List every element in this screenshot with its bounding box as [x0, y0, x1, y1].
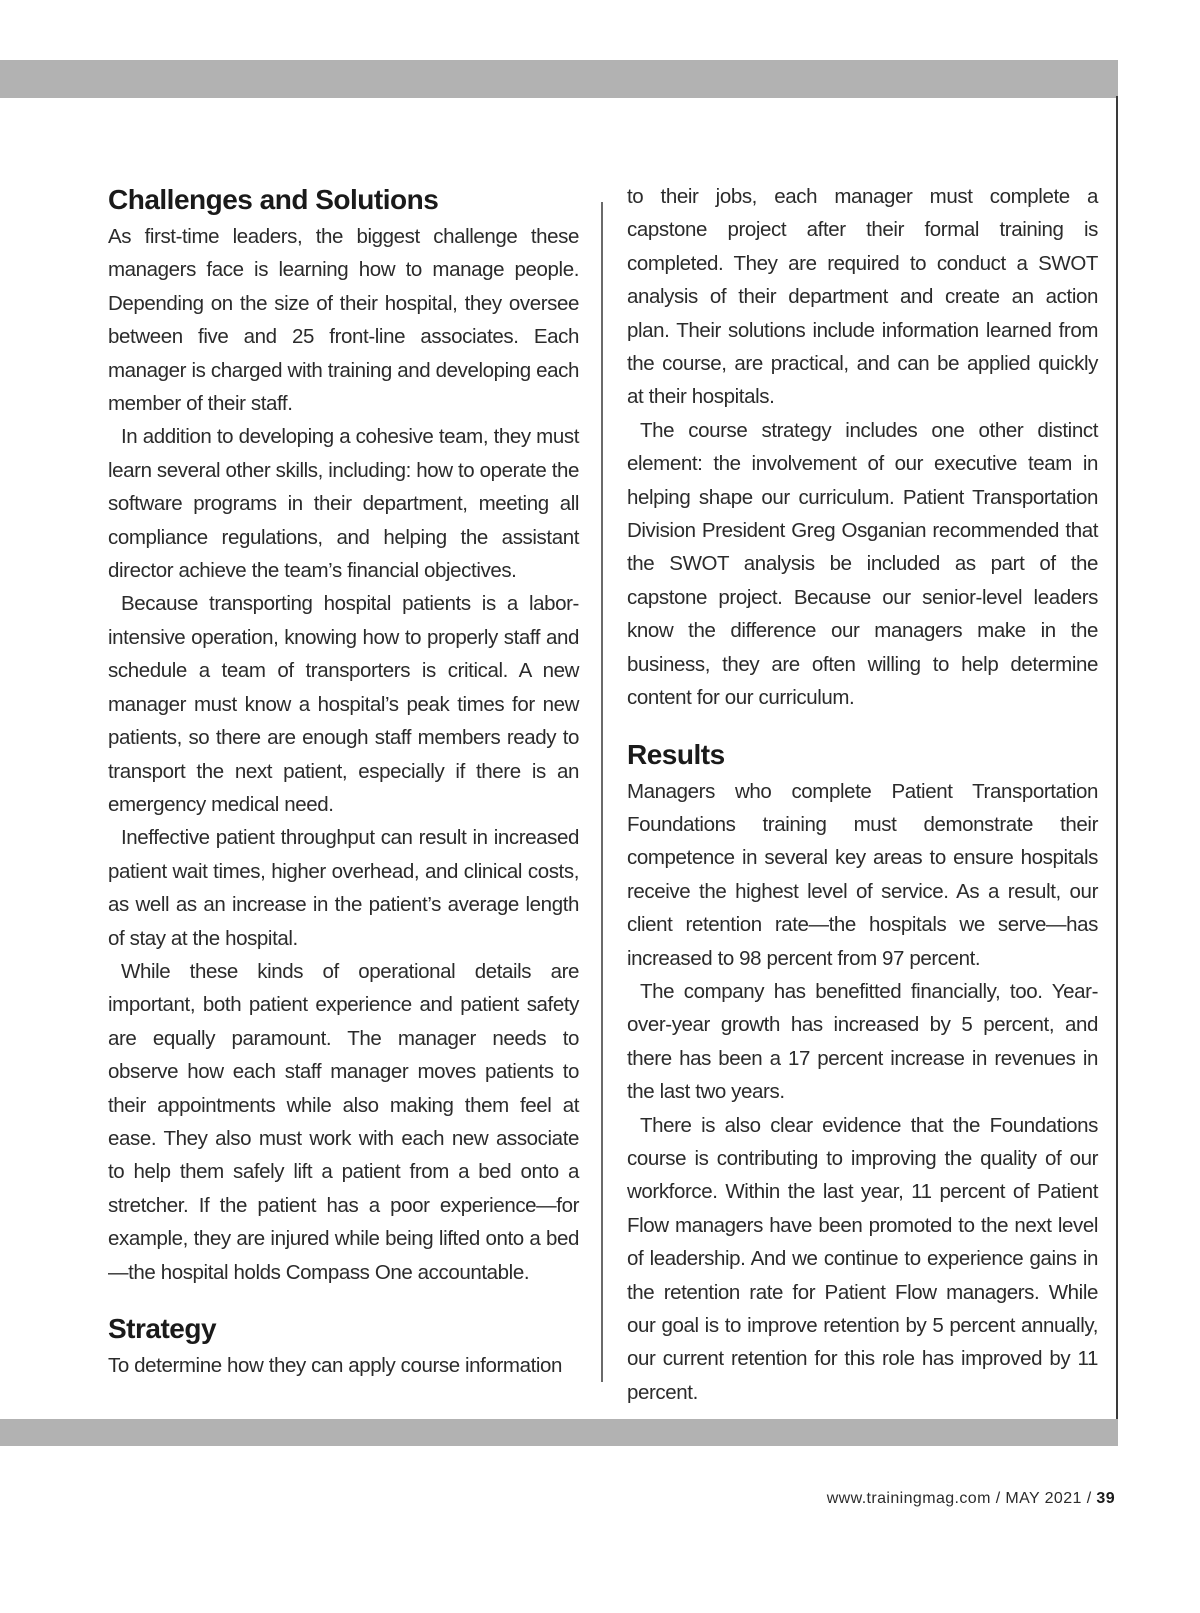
right-frame-rule — [1116, 96, 1118, 1419]
paragraph: As first-time leaders, the biggest challenge these managers face is learning how to manage people. Depending on the size of their hospital, they oversee between five and 25 front-line associates. Each manager is charged with training and developing each member of their staff. — [108, 225, 579, 416]
heading-results: Results — [627, 738, 725, 770]
paragraph: Managers who complete Patient Transportation Foundations training must demonstrate their competence in several key areas to ensure hospitals receive the highest level of service. As a result, our client retention rate—the hospitals we serve—has increased to 98 percent from 97 percent. — [627, 779, 1098, 970]
page-number: 39 — [1096, 1490, 1115, 1507]
bottom-gray-band — [0, 1419, 1118, 1446]
paragraph: The course strategy includes one other distinct element: the involvement of our executive team in helping shape our curriculum. Patient Transportation Division President Greg Osganian recommended that the SWOT analysis be included as part of the capstone project. Because our senior-level leaders know the difference our managers make in the business, they are often willing to help determine content for our curriculum. — [627, 418, 1098, 710]
top-gray-band — [0, 60, 1118, 98]
footer-separator: / — [995, 1490, 1006, 1507]
paragraph: In addition to developing a cohesive team, they must learn several other skills, including: how to operate the software programs in their department, meeting all compliance regulations, and helping the assistant director achieve the team’s financial objectives. — [108, 425, 579, 583]
footer-separator: / — [1086, 1490, 1097, 1507]
left-column — [108, 180, 579, 1382]
right-column — [627, 180, 1098, 1409]
paragraph: Ineffective patient throughput can result in increased patient wait times, higher overhead, and clinical costs, as well as an increase in the patient’s average length of stay at the hospital. — [108, 826, 579, 950]
page-footer — [827, 1490, 1115, 1508]
paragraph: Because transporting hospital patients is a labor-intensive operation, knowing how to properly staff and schedule a team of transporters is critical. A new manager must know a hospital’s peak times for new patients, so there are enough staff members ready to transport the next patient, especially if there is an emergency medical need. — [108, 592, 579, 816]
paragraph: The company has benefitted financially, too. Year-over-year growth has increased by 5 percent, and there has been a 17 percent increase in revenues in the last two years. — [627, 979, 1098, 1104]
paragraph: While these kinds of operational details are important, both patient experience and patient safety are equally paramount. The manager needs to observe how each staff manager moves patients to their appointments while also making them feel at ease. They also must work with each new associate to help them safely lift a patient from a bed onto a stretcher. If the patient has a poor experience—for example, they are injured while being lifted onto a bed—the hospital holds Compass One accountable. — [108, 959, 579, 1284]
paragraph: There is also clear evidence that the Foundations course is contributing to improving the quality of our workforce. Within the last year, 11 percent of Patient Flow managers have been promoted to the next level of leadership. And we continue to experience gains in the retention rate for Patient Flow managers. While our goal is to improve retention by 5 percent annually, our current retention for this role has improved by 11 percent. — [627, 1113, 1098, 1404]
column-divider — [601, 202, 603, 1382]
paragraph: To determine how they can apply course information — [108, 1354, 563, 1377]
footer-issue: MAY 2021 — [1005, 1490, 1082, 1507]
paragraph: to their jobs, each manager must complete a capstone project after their formal training is completed. They are required to conduct a SWOT analysis of their department and create an action plan. Their solutions include information learned from the course, are practical, and can be applied quickly at their hospitals. — [627, 185, 1098, 409]
footer-url[interactable]: www.trainingmag.com — [826, 1490, 991, 1507]
heading-challenges-and-solutions: Challenges and Solutions — [108, 184, 439, 215]
heading-strategy: Strategy — [108, 1313, 217, 1344]
